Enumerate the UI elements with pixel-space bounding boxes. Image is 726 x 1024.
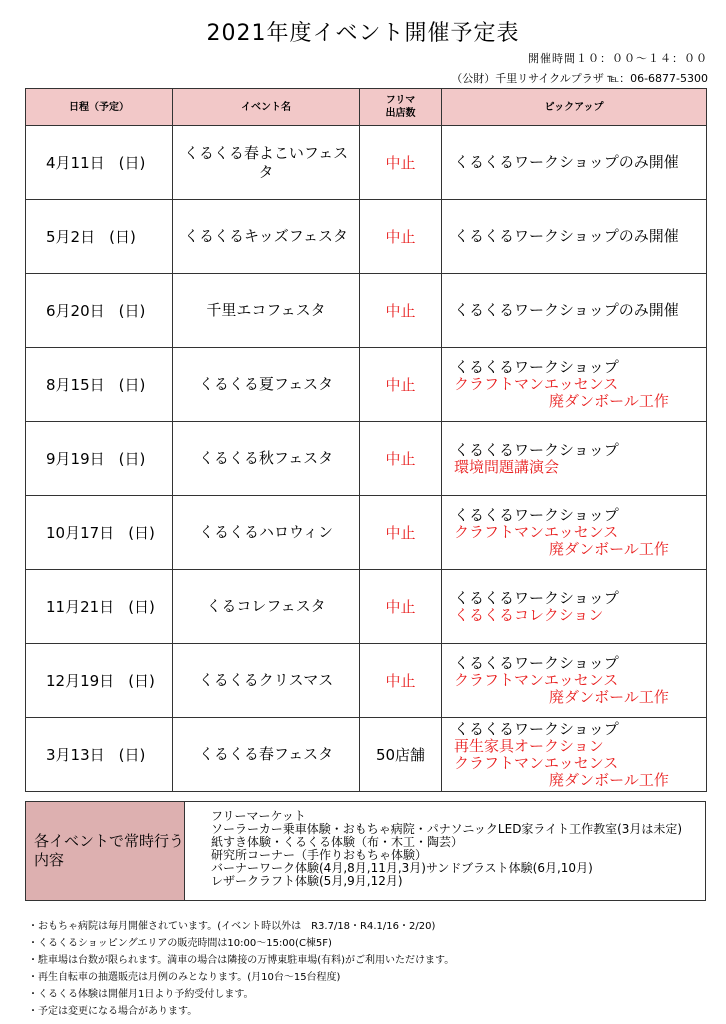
day-of-week: (日) xyxy=(118,746,146,764)
regular-activity-item: 紙すき体験・くるくる体験（布・木工・陶芸） xyxy=(211,835,464,849)
schedule-table xyxy=(25,88,707,792)
flea-status: 中止 xyxy=(360,126,442,200)
table-row xyxy=(26,718,707,792)
regular-activities-list xyxy=(185,802,705,900)
table-header-row xyxy=(26,89,707,126)
event-date xyxy=(26,422,173,496)
event-name: くるくる春フェスタ xyxy=(173,718,360,792)
date-text: 5月2日 xyxy=(46,228,96,246)
pickup-cell xyxy=(442,348,707,422)
pickup-item: くるくるワークショップ xyxy=(454,506,619,524)
event-name: くるくる春よこいフェスタ xyxy=(173,126,360,200)
pickup-item: 廃ダンボール工作 xyxy=(549,688,669,706)
pickup-item: 環境問題講演会 xyxy=(454,457,560,476)
note-item: ・ 予定は変更になる場合があります。 xyxy=(28,1003,454,1020)
event-name: くるくる夏フェスタ xyxy=(173,348,360,422)
flea-status: 中止 xyxy=(360,348,442,422)
pickup-cell xyxy=(442,496,707,570)
pickup-cell xyxy=(442,422,707,496)
day-of-week: (日) xyxy=(128,524,155,542)
event-date xyxy=(26,274,173,348)
header-flea-count xyxy=(360,89,442,126)
table-row xyxy=(26,348,707,422)
notes-list xyxy=(28,918,454,1020)
pickup-item: クラフトマンエッセンス xyxy=(454,523,619,541)
note-item: ・ くるくるショッピングエリアの販売時間は10:00〜15:00(C棟5F) xyxy=(28,935,454,952)
header-date: 日程（予定） xyxy=(26,89,173,126)
flea-status: 中止 xyxy=(360,274,442,348)
event-name: くるくるキッズフェスタ xyxy=(173,200,360,274)
pickup-item: 廃ダンボール工作 xyxy=(549,770,669,789)
table-row xyxy=(26,274,707,348)
event-date xyxy=(26,126,173,200)
table-row xyxy=(26,126,707,200)
date-text: 12月19日 xyxy=(46,672,115,690)
pickup-item: クラフトマンエッセンス xyxy=(454,753,619,772)
note-item: ・ くるくる体験は開催月1日より予約受付します。 xyxy=(28,986,454,1003)
regular-activities-heading: 各イベントで常時行う内容 xyxy=(26,802,185,900)
pickup-cell xyxy=(442,570,707,644)
flea-status: 中止 xyxy=(360,644,442,718)
regular-activity-item: 研究所コーナー（手作りおもちゃ体験） xyxy=(211,848,428,862)
event-date xyxy=(26,348,173,422)
event-date xyxy=(26,200,173,274)
regular-activity-item: フリーマーケット xyxy=(211,809,306,823)
pickup-cell xyxy=(442,200,707,274)
pickup-item: くるくるワークショップ xyxy=(454,719,619,738)
event-name: くるくるハロウィン xyxy=(173,496,360,570)
regular-activity-item: ソーラーカー乗車体験・おもちゃ病院・パナソニックLED家ライト工作教室(3月は未定) xyxy=(211,822,683,836)
pickup-item: 廃ダンボール工作 xyxy=(549,540,669,558)
table-row xyxy=(26,644,707,718)
pickup-item: くるくるワークショップ xyxy=(454,358,619,376)
event-date xyxy=(26,644,173,718)
event-date xyxy=(26,570,173,644)
event-name: くるコレフェスタ xyxy=(173,570,360,644)
day-of-week: (日) xyxy=(118,154,146,172)
organization-contact: （公財）千里リサイクルプラザ ℡：06-6877-5300 xyxy=(451,72,708,85)
regular-activity-item: レザークラフト体験(5月,9月,12月) xyxy=(211,874,403,888)
day-of-week: (日) xyxy=(118,302,146,320)
pickup-item: くるくるワークショップ xyxy=(454,654,619,672)
flea-status: 中止 xyxy=(360,496,442,570)
pickup-item: くるくるワークショップ xyxy=(454,588,619,607)
table-row xyxy=(26,422,707,496)
event-name: くるくるクリスマス xyxy=(173,644,360,718)
date-text: 10月17日 xyxy=(46,524,115,542)
pickup-item: 廃ダンボール工作 xyxy=(549,392,669,410)
pickup-item: 再生家具オークション xyxy=(454,736,604,755)
event-date xyxy=(26,496,173,570)
pickup-cell xyxy=(442,126,707,200)
date-text: 6月20日 xyxy=(46,302,105,320)
page-title: 2021年度イベント開催予定表 xyxy=(206,21,520,46)
note-item: ・ 再生自転車の抽選販売は月例のみとなります。(月10台〜15台程度) xyxy=(28,969,454,986)
day-of-week: (日) xyxy=(109,228,136,246)
day-of-week: (日) xyxy=(118,376,146,394)
pickup-item: くるくるワークショップのみ開催 xyxy=(454,227,679,245)
header-event: イベント名 xyxy=(173,89,360,126)
day-of-week: (日) xyxy=(128,598,155,616)
pickup-item: くるくるワークショップのみ開催 xyxy=(454,153,679,171)
event-name: 千里エコフェスタ xyxy=(173,274,360,348)
flea-status: 中止 xyxy=(360,570,442,644)
pickup-item: クラフトマンエッセンス xyxy=(454,671,619,689)
flea-status: 50店舗 xyxy=(360,718,442,792)
day-of-week: (日) xyxy=(118,450,146,468)
pickup-item: くるくるコレクション xyxy=(454,605,604,624)
date-text: 4月11日 xyxy=(46,154,105,172)
header-flea-line2: 出店数 xyxy=(385,108,416,119)
pickup-cell xyxy=(442,274,707,348)
date-text: 8月15日 xyxy=(46,376,105,394)
day-of-week: (日) xyxy=(128,672,155,690)
date-text: 3月13日 xyxy=(46,746,105,764)
header-flea-line1: フリマ xyxy=(385,95,416,106)
flea-status: 中止 xyxy=(360,422,442,496)
pickup-item: クラフトマンエッセンス xyxy=(454,375,619,393)
note-item: ・ 駐車場は台数が限られます。満車の場合は隣接の万博東駐車場(有料)がご利用いただけます。 xyxy=(28,952,454,969)
header-pickup: ピックアップ xyxy=(442,89,707,126)
pickup-item: くるくるワークショップ xyxy=(454,440,619,459)
regular-activity-item: バーナーワーク体験(4月,8月,11月,3月)サンドブラスト体験(6月,10月) xyxy=(211,861,593,875)
date-text: 9月19日 xyxy=(46,450,105,468)
event-name: くるくる秋フェスタ xyxy=(173,422,360,496)
table-row xyxy=(26,570,707,644)
date-text: 11月21日 xyxy=(46,598,115,616)
pickup-item: くるくるワークショップのみ開催 xyxy=(454,301,679,319)
table-row xyxy=(26,200,707,274)
event-date xyxy=(26,718,173,792)
flea-status: 中止 xyxy=(360,200,442,274)
opening-hours: 開催時間１０：００〜１４：００ xyxy=(528,52,708,65)
pickup-cell xyxy=(442,644,707,718)
regular-activities-box xyxy=(25,801,706,901)
table-row xyxy=(26,496,707,570)
pickup-cell xyxy=(442,718,707,792)
note-item: ・ おもちゃ病院は毎月開催されています。(イベント時以外は R3.7/18・R4.1/16・2/20) xyxy=(28,918,454,935)
